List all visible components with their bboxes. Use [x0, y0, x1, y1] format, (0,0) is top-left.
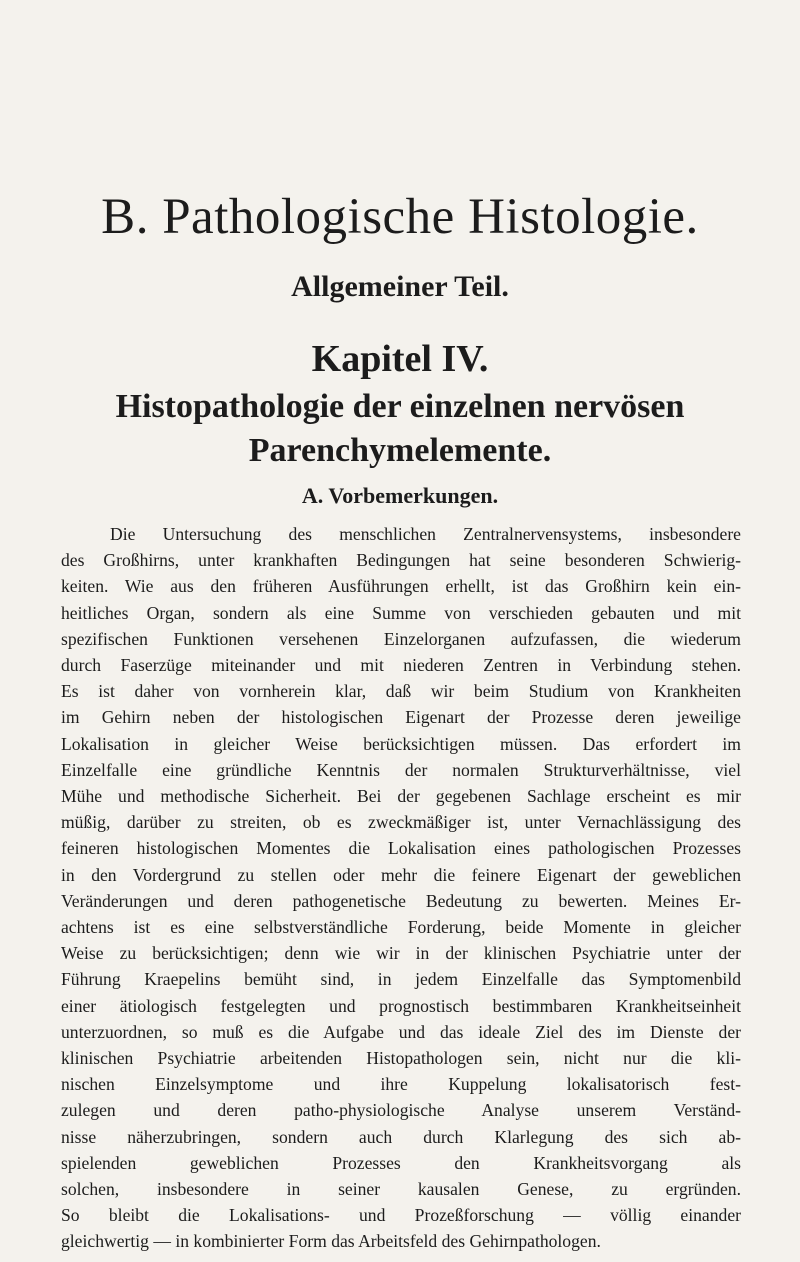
paragraph-line: spielenden geweblichen Prozesses den Krankheitsvorgang als — [61, 1152, 741, 1173]
paragraph-line: unterzuordnen, so muß es die Aufgabe und das ideale Ziel des im Dienste der — [61, 1021, 741, 1042]
paragraph-line: des Großhirns, unter krankhaften Bedingungen hat seine besonderen Schwierig- — [61, 550, 741, 571]
paragraph-line: nischen Einzelsymptome und ihre Kuppelung lokalisatorisch fest- — [61, 1074, 741, 1095]
paragraph-line: einer ätiologisch festgelegten und prognostisch bestimmbaren Krankheitseinheit — [61, 995, 741, 1016]
chapter-title-line-1: Histopathologie der einzelnen nervösen — [115, 388, 685, 425]
paragraph-line: durch Faserzüge miteinander und mit niederen Zentren in Verbindung stehen. — [61, 655, 741, 676]
paragraph-line: heitliches Organ, sondern als eine Summe von verschieden gebauten und mit — [61, 602, 741, 623]
paragraph-line: So bleibt die Lokalisations- und Prozeßforschung — völlig einander — [61, 1205, 741, 1226]
subsection-text: Vorbemerkungen. — [328, 483, 499, 508]
paragraph-line: keiten. Wie aus den früheren Ausführungen erhellt, ist das Großhirn kein ein- — [61, 576, 741, 597]
chapter-title-line-2: Parenchymelemente. — [248, 432, 552, 469]
paragraph-line: nisse näherzubringen, sondern auch durch Klarlegung des sich ab- — [61, 1126, 741, 1147]
subsection-marker: A. — [301, 483, 324, 508]
chapter-label: Kapitel IV. — [311, 338, 489, 380]
paragraph-line: Führung Kraepelins bemüht sind, in jedem Einzelfalle das Symptomenbild — [61, 969, 741, 990]
paragraph-line: Die Untersuchung des menschlichen Zentralnervensystems, insbesondere — [110, 524, 741, 544]
subsection-title — [0, 482, 800, 510]
paragraph-line: Lokalisation in gleicher Weise berücksichtigen müssen. Das erfordert im — [61, 733, 741, 754]
paragraph-line: Einzelfalle eine gründliche Kenntnis der normalen Strukturverhältnisse, viel — [61, 759, 741, 780]
paragraph-line: Veränderungen und deren pathogenetische Bedeutung zu bewerten. Meines Er- — [61, 890, 741, 911]
paragraph-line: müßig, darüber zu streiten, ob es zweckmäßiger ist, unter Vernachlässigung des — [61, 812, 741, 833]
chapter-title — [0, 385, 800, 473]
paragraph-line: gleichwertig — in kombinierter Form das Arbeitsfeld des Gehirnpathologen. — [61, 1231, 601, 1252]
paragraph-line: zulegen und deren patho-physiologische Analyse unserem Verständ- — [61, 1100, 741, 1121]
paragraph-line: Mühe und methodische Sicherheit. Bei der gegebenen Sachlage erscheint es mir — [61, 786, 741, 807]
paragraph-line: spezifischen Funktionen versehenen Einzelorganen aufzufassen, die wiederum — [61, 628, 741, 649]
paragraph-line: achtens ist es eine selbstverständliche Forderung, beide Momente in gleicher — [61, 917, 741, 938]
section-title: Allgemeiner Teil. — [291, 270, 509, 303]
paragraph-line: klinischen Psychiatrie arbeitenden Histopathologen sein, nicht nur die kli- — [61, 1048, 741, 1069]
paragraph-line: feineren histologischen Momentes die Lokalisation eines pathologischen Prozesses — [61, 838, 741, 859]
paragraph-line: solchen, insbesondere in seiner kausalen Genese, zu ergründen. — [61, 1179, 741, 1200]
paragraph-line: Es ist daher von vornherein klar, daß wir beim Studium von Krankheiten — [61, 681, 741, 702]
paragraph-line: im Gehirn neben der histologischen Eigenart der Prozesse deren jeweilige — [61, 707, 741, 728]
part-title: B. Pathologische Histologie. — [101, 189, 699, 245]
paragraph-line: in den Vordergrund zu stellen oder mehr die feinere Eigenart der geweblichen — [61, 864, 741, 885]
paragraph-line: Weise zu berücksichtigen; denn wie wir in der klinischen Psychiatrie unter der — [61, 943, 741, 964]
body-paragraph — [61, 521, 741, 1255]
